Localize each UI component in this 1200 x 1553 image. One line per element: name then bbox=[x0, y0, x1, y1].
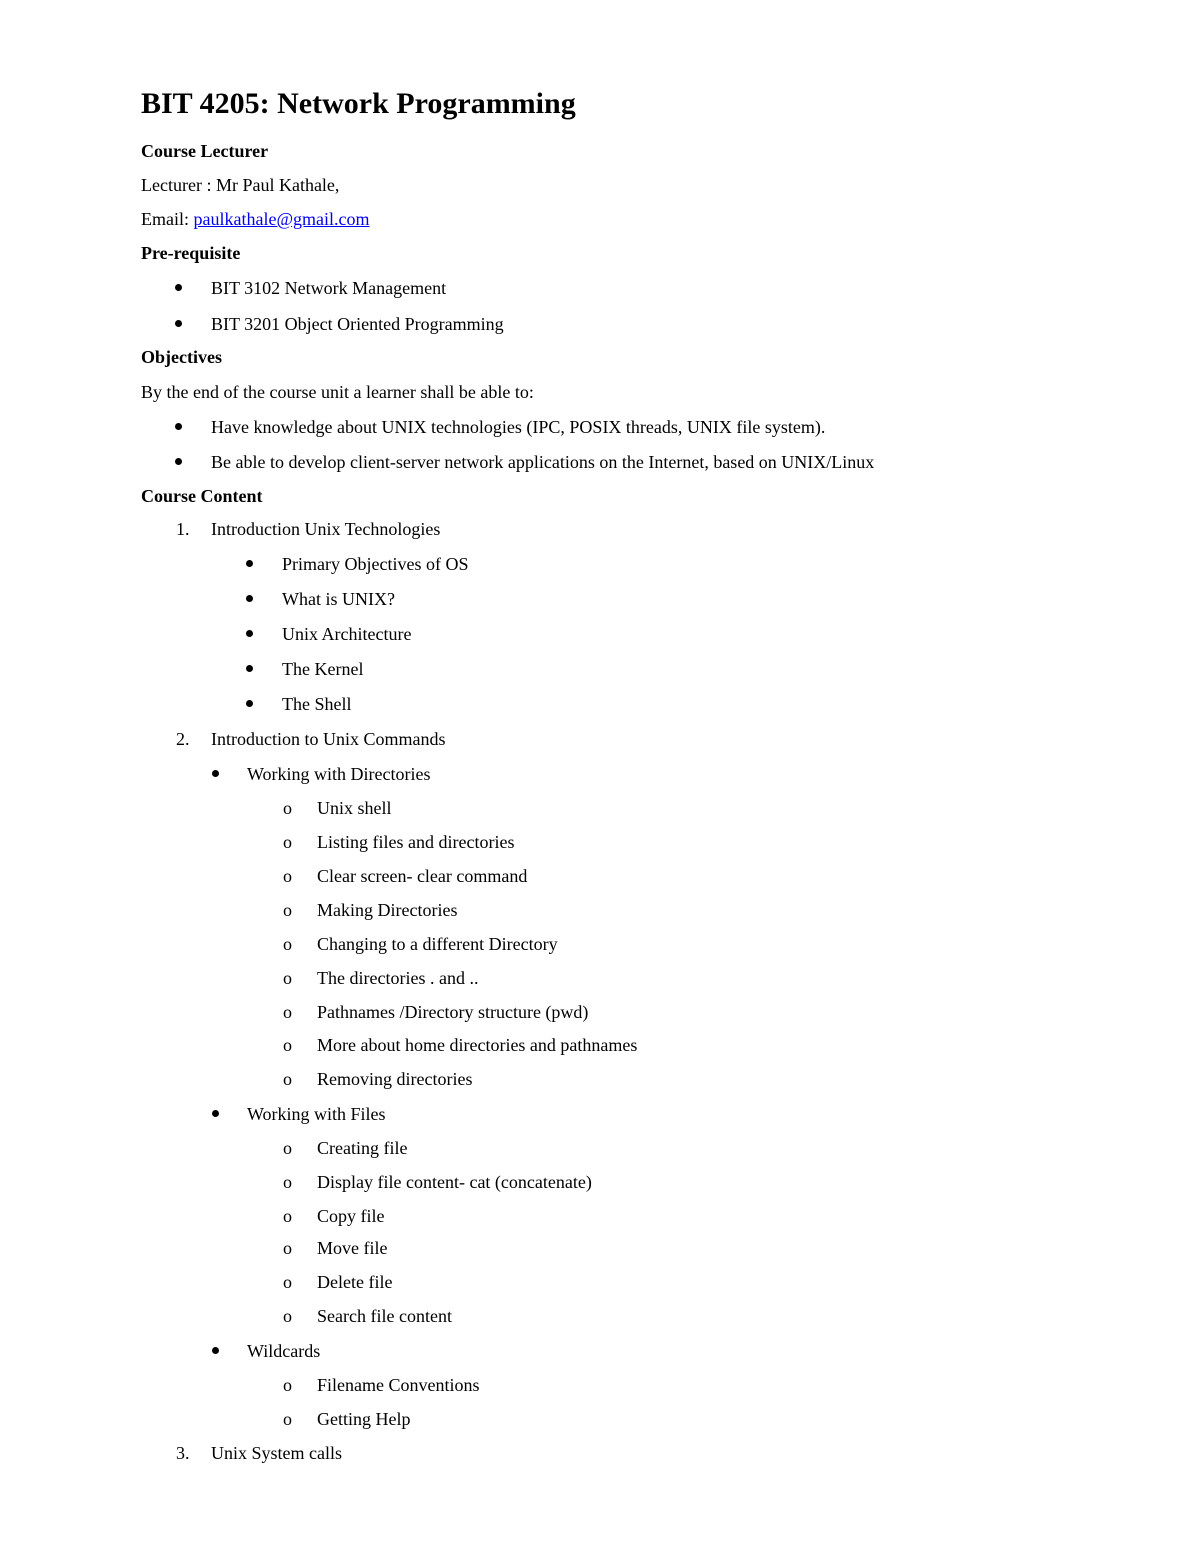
content-heading: Course Content bbox=[141, 486, 263, 506]
objectives-heading: Objectives bbox=[141, 347, 222, 367]
bullet-icon bbox=[212, 1110, 219, 1117]
bullet-icon bbox=[246, 630, 253, 637]
prerequisite-item: BIT 3201 Object Oriented Programming bbox=[211, 314, 504, 334]
section-title: Introduction to Unix Commands bbox=[211, 729, 446, 749]
section-item: Unix Architecture bbox=[282, 624, 412, 644]
bullet-icon bbox=[175, 284, 182, 291]
sub-item: Making Directories bbox=[317, 900, 458, 920]
sub-item: Filename Conventions bbox=[317, 1375, 480, 1395]
sub-item: Changing to a different Directory bbox=[317, 934, 558, 954]
section-number: 1. bbox=[176, 519, 190, 539]
circle-bullet-icon: o bbox=[283, 1002, 292, 1022]
circle-bullet-icon: o bbox=[283, 1138, 292, 1158]
group-title: Working with Files bbox=[247, 1104, 386, 1124]
sub-item: Listing files and directories bbox=[317, 832, 515, 852]
email-link[interactable]: paulkathale@gmail.com bbox=[193, 209, 370, 229]
bullet-icon bbox=[212, 770, 219, 777]
sub-item: Unix shell bbox=[317, 798, 392, 818]
circle-bullet-icon: o bbox=[283, 900, 292, 920]
section-item: The Shell bbox=[282, 694, 352, 714]
bullet-icon bbox=[175, 320, 182, 327]
circle-bullet-icon: o bbox=[283, 1375, 292, 1395]
circle-bullet-icon: o bbox=[283, 968, 292, 988]
circle-bullet-icon: o bbox=[283, 798, 292, 818]
sub-item: Pathnames /Directory structure (pwd) bbox=[317, 1002, 589, 1022]
group-title: Wildcards bbox=[247, 1341, 321, 1361]
group-title: Working with Directories bbox=[247, 764, 431, 784]
objective-item: Have knowledge about UNIX technologies (IPC, POSIX threads, UNIX file system). bbox=[211, 417, 826, 437]
bullet-icon bbox=[246, 560, 253, 567]
prerequisite-item: BIT 3102 Network Management bbox=[211, 278, 447, 298]
circle-bullet-icon: o bbox=[283, 832, 292, 852]
bullet-icon bbox=[175, 423, 182, 430]
sub-item: Creating file bbox=[317, 1138, 408, 1158]
sub-item: Clear screen- clear command bbox=[317, 866, 528, 886]
circle-bullet-icon: o bbox=[283, 1272, 292, 1292]
sub-item: The directories . and .. bbox=[317, 968, 479, 988]
lecturer-name: Lecturer : Mr Paul Kathale, bbox=[141, 175, 340, 195]
circle-bullet-icon: o bbox=[283, 1238, 292, 1258]
circle-bullet-icon: o bbox=[283, 1206, 292, 1226]
bullet-icon bbox=[175, 458, 182, 465]
bullet-icon bbox=[246, 700, 253, 707]
circle-bullet-icon: o bbox=[283, 866, 292, 886]
circle-bullet-icon: o bbox=[283, 934, 292, 954]
email-label: Email: bbox=[141, 209, 194, 229]
email-line bbox=[141, 207, 370, 231]
circle-bullet-icon: o bbox=[283, 1409, 292, 1429]
sub-item: More about home directories and pathnames bbox=[317, 1035, 638, 1055]
bullet-icon bbox=[212, 1347, 219, 1354]
section-item: The Kernel bbox=[282, 659, 364, 679]
sub-item: Getting Help bbox=[317, 1409, 411, 1429]
bullet-icon bbox=[246, 665, 253, 672]
objectives-intro: By the end of the course unit a learner shall be able to: bbox=[141, 382, 534, 402]
bullet-icon bbox=[246, 595, 253, 602]
section-item: What is UNIX? bbox=[282, 589, 395, 609]
circle-bullet-icon: o bbox=[283, 1035, 292, 1055]
sub-item: Removing directories bbox=[317, 1069, 473, 1089]
sub-item: Delete file bbox=[317, 1272, 393, 1292]
objective-item: Be able to develop client-server network applications on the Internet, based on UNIX/Linux bbox=[211, 452, 875, 472]
document-title: BIT 4205: Network Programming bbox=[141, 87, 576, 120]
section-item: Primary Objectives of OS bbox=[282, 554, 469, 574]
sub-item: Display file content- cat (concatenate) bbox=[317, 1172, 592, 1192]
sub-item: Copy file bbox=[317, 1206, 385, 1226]
lecturer-heading: Course Lecturer bbox=[141, 141, 269, 161]
section-number: 3. bbox=[176, 1443, 190, 1463]
section-title: Unix System calls bbox=[211, 1443, 342, 1463]
prerequisite-heading: Pre-requisite bbox=[141, 243, 241, 263]
circle-bullet-icon: o bbox=[283, 1069, 292, 1089]
section-title: Introduction Unix Technologies bbox=[211, 519, 441, 539]
section-number: 2. bbox=[176, 729, 190, 749]
sub-item: Move file bbox=[317, 1238, 388, 1258]
sub-item: Search file content bbox=[317, 1306, 452, 1326]
circle-bullet-icon: o bbox=[283, 1306, 292, 1326]
circle-bullet-icon: o bbox=[283, 1172, 292, 1192]
